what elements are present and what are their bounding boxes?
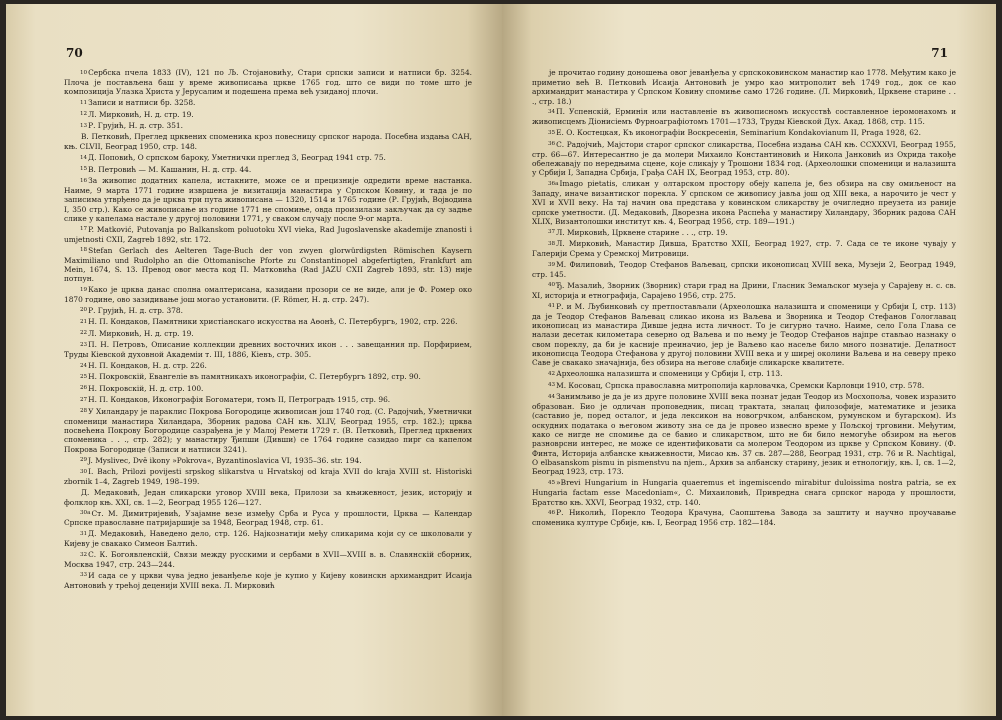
- footnote-number: 45: [548, 479, 556, 486]
- footnote-text: Stefan Gerlach des Aelteren Tage-Buch der von zwyen glorwürdigsten Römischen Kaysern Maximiliano und Rudolpho an die Ottomanische Pforte zu Constantinopel abgefertigten, Frankfurt am Mein, 1674, S. 13. Превод овог места код П. Матковића (Rad JAZU CXII Zagreb 1893, str. 13) није потпун.: [64, 245, 472, 284]
- footnote: [532, 369, 956, 379]
- footnote-text: Р. и М. Љубинковић су претпостављали (Археолошка налазишта и споменици у Србији I, стр. 113) да је Теодор Стефанов Ваљевац сликао икона из Ваљева и Зворника и Теодор Стефанов Гологлавац иконописац из манастира Дивше једна иста личност. То је сигурно тачно. Наиме, село Гола Глава се налази десетак километара северно од Ваљева и по њему је Теодор Стефанов најпре стављао назнаку о свом пореклу, да би је касније преиначио, јер је Ваљево као насеље било много познатије. Делатност иконописца Теодора Стефанова у другој половини XVIII века и у ширеј околини Ваљева и на северу преко Саве је свакако значајнија, без обзира на његове слабије сликарске квалитете.: [532, 301, 956, 368]
- footnote: [64, 165, 472, 175]
- footnote-number: 27: [80, 396, 88, 403]
- footnote: [64, 529, 472, 548]
- footnote-number: 33: [80, 572, 88, 579]
- footnote-text: Сербска пчела 1833 (IV), 121 по Љ. Стојановићу, Стари српски записи и натписи бр. 3254. Плоча је постављена баш у време живописања цркве 1765 год. што се види по томе што је композиција Улазка Христа у Јерусалим и подешена према већ узиданој плочи.: [64, 68, 472, 97]
- footnote-text: За живопис додатних капела, истакните, може се и прецизније одредити време настанка. Наиме, 9 марта 1771 године извршена је визитација манастира у Српском Ковину, и тада је по записима утврђено да је црква три пута живописана — 1320, 1514 и 1765 године (Р. Грујић, Војводина I, 350 стр.). Како се живописање из године 1771 не спомиње, овда произилази закључак да су задње слике у капелама настале у другој половини 1771, у сваком случају после 9-ог марта.: [64, 176, 472, 223]
- footnote: [532, 381, 956, 391]
- footnote-text: Н. П. Кондаков, Н. д. стр. 226.: [88, 361, 207, 371]
- footnote: [64, 246, 472, 284]
- footnote-text: Л. Мирковић, Н. д. стр. 19.: [88, 109, 194, 119]
- footnote: [64, 509, 472, 528]
- footnote-text: П. Н. Петровъ, Описание коллекции древних восточних икон . . . завещанния пр. Порфирием, Труды Кіевской духовной Академіи т. III, 1886, Кіевъ, стр. 305.: [64, 340, 472, 360]
- footnote-text: »Brevi Hungarium in Hungaria quaeremus et ingemiscendo mirabitur duloissima nostra patria, se ex Hungaria factam esse Macedoniam«, С. Михаиловић, Привредна снага српског народа у прошлости, Братство књ. XXVI, Београд 1932, стр. 140.: [532, 478, 956, 507]
- left-page: [6, 4, 502, 716]
- footnote-text: В. Петровић — М. Кашанин, Н. д. стр. 44.: [88, 164, 252, 174]
- footnote-number: 37: [548, 229, 556, 236]
- footnote: [64, 121, 472, 131]
- footnote-number: 15: [80, 166, 88, 173]
- footnote-text: Р. Грујић, Н. д. стр. 351.: [88, 121, 183, 130]
- page-number: 71: [931, 46, 948, 60]
- footnote: [532, 140, 956, 178]
- footnote-number: 13: [80, 122, 88, 129]
- footnote-number: 34: [548, 108, 556, 115]
- footnote: [532, 128, 956, 138]
- footnote-number: 17: [80, 226, 88, 233]
- footnote-number: 35: [548, 129, 556, 136]
- footnote-number: 32: [80, 551, 88, 558]
- footnote-text: П. Успенскій, Ерминія или наставленіе въ живописномъ искусствѣ составленное іеромонахомъ и живописцемъ Діонисіемъ Фурноаграфіотомъ 1701—1733, Труды Кіевской Дух. Акад. 1868, стр. 115.: [532, 107, 956, 127]
- footnote-number: 10: [80, 69, 88, 76]
- footnote-number: 43: [548, 382, 556, 389]
- footnote-text: Д. Медаковић, Наведено дело, стр. 126. Најкознатији међу сликарима који су се школовали у Кијеву је свакако Симеон Балтић.: [64, 529, 472, 549]
- footnote-text: је прочитао годину доношења овог јеванђеља у српскоковинском манастир као 1778. Међутим како је приметио већ В. Петковић Исаија Антоновић је умро као митрополит већ 1749 год., док се као архимандрит манастира у Српском Ковину спомиње само 1726 године. (Л. Мирковић, Црквене старине . . ., стр. 18.): [532, 68, 956, 106]
- footnote-text: Записи и натписи бр. 3258.: [88, 98, 196, 108]
- footnote-text: J. Myslivec, Dvě ikony »Pokrova«, Byzantinoslavica VI, 1935–36. str. 194.: [88, 455, 362, 465]
- footnote-text: Л. Мирковић, Н. д. стр. 19.: [88, 328, 194, 338]
- footnote-number: 38: [548, 240, 556, 247]
- footnote: [64, 340, 472, 359]
- footnote-number: 26: [80, 385, 88, 392]
- footnote-number: 39: [548, 261, 556, 268]
- footnote: [64, 68, 472, 97]
- footnote-text: Како је црква данас сполна омалтерисана, казидани прозори се не виде, али је Ф. Ромер око 1870 године, ово зазидивање још могао установити. (F. Römer, Н. д. стр. 247).: [64, 285, 472, 304]
- footnote: [64, 110, 472, 120]
- footnotes: [532, 68, 956, 528]
- footnote-number: 22: [80, 330, 88, 337]
- footnote: [532, 239, 956, 258]
- footnote: [64, 285, 472, 304]
- footnote-text: Д. Поповић, О српском барокy, Уметнички преглед 3, Београд 1941 стр. 75.: [88, 153, 386, 163]
- footnote-number: 42: [548, 370, 556, 377]
- footnote-text: Р. Грујић, Н. д. стр. 378.: [88, 305, 183, 315]
- footnote-number: 18: [80, 247, 88, 254]
- footnote: [64, 407, 472, 454]
- footnote: [64, 98, 472, 108]
- footnote-text: Л. Мирковић, Црквене старине . . ., стр. 19.: [556, 227, 728, 237]
- footnote: [64, 467, 472, 486]
- footnote-text: I. Bach, Prilozi povijesti srpskog slikarstva u Hrvatskoj od kraja XVII do kraja XVIII st. Historiski zbornik 1–4, Zagreb 1949, 198–199.: [64, 467, 472, 486]
- footnote-number: 19: [80, 286, 88, 293]
- footnote-number: 20: [80, 307, 88, 314]
- footnote-number: 31: [80, 530, 88, 537]
- footnote: [532, 302, 956, 368]
- footnote-number: 36: [548, 141, 556, 148]
- footnote-number: 14: [80, 154, 88, 161]
- footnote: [64, 132, 472, 151]
- book-spread: [6, 4, 996, 716]
- footnote-number: 41: [548, 303, 556, 310]
- footnote: [64, 176, 472, 223]
- footnotes: [64, 68, 472, 590]
- footnote-number: 36а: [548, 180, 559, 187]
- footnote: [64, 488, 472, 507]
- footnote-number: 11: [80, 99, 88, 106]
- footnote: [64, 306, 472, 316]
- footnote-text: Д. Медаковић, Један сликарски уговор XVIII века, Прилози за књижевност, језик, историју и фолклор књ. XXI, св. 1—2, Београд 1955 126—127.: [64, 487, 472, 507]
- footnote-text: Н. Покровскій, Н. д. стр. 100.: [88, 383, 204, 393]
- footnote-text: Н. П. Кондаков, Памятники христіанскаго искусства на Аөонѣ, С. Петербургъ, 1902, стр. 226.: [88, 317, 458, 327]
- footnote-number: 28: [80, 408, 88, 415]
- footnote: [532, 392, 956, 477]
- footnote-number: 24: [80, 362, 88, 369]
- footnote-number: 21: [80, 318, 88, 325]
- footnote: [64, 372, 472, 382]
- footnote-text: Археолошка налазишта и споменици у Србији I, стр. 113.: [556, 369, 783, 379]
- footnote: [532, 281, 956, 300]
- footnote: [532, 508, 956, 527]
- footnote: [64, 456, 472, 466]
- footnote-number: 46: [548, 509, 556, 516]
- footnote-number: 44: [548, 393, 556, 400]
- footnote: [64, 571, 472, 590]
- footnote-text: М. Косовац, Српска православна митрополија карловачка, Сремски Карловци 1910, стр. 578.: [556, 380, 925, 390]
- footnote-text: Imago pietatis, сликан у олтарском простору обеју капела је, без обзира на сву омиљеност на Западу, иначе византиског порекла. У српском се живопису јавља још од XIII века, а нарочито је чест у XVI и XVII веку. На тај начин ова представа у ковинском сликарству је очигледно преузета из раније српске уметности. (Д. Медаковић, Дворезна икона Распећа у манастиру Хиландару, Зборник радова САН XLIX, Византолошки институт књ. 4, Београд 1956, стр. 189—191.): [532, 179, 956, 227]
- footnote-number: 25: [80, 373, 88, 380]
- footnote: [64, 550, 472, 569]
- footnote-text: У Хиландару је параклис Покрова Богородице живописан још 1740 год. (С. Радојчић, Уметнички споменици манастира Хиландара, Зборник радова САН књ. XLIV, Београд 1955, стр. 182.); црква посвећена Покрову Богородице сазрађена је у Малој Ремети 1729 г. (В. Петковић, Преглед црквених споменика . . ., стр. 282); у манастиру Ђипши (Дивши) се 1764 године сазидао пирг са капелом Покрова Богородице (Записи и натписи 3241).: [64, 406, 472, 454]
- footnote-text: И сада се у цркви чува једно јеванђеље које је купио у Кијеву ковинскн архимандрит Исаија Антоновић у трећој деценији XVIII века. Л. Мирковић: [64, 570, 472, 590]
- footnote-number: 16: [80, 177, 88, 184]
- footnote-text: Р. Николић, Порекло Теодора Крачуна, Саопштења Завода за заштиту и научно проучавање споменика културе Србије, књ. I, Београд 1956 стр. 182—184.: [532, 508, 956, 528]
- footnote: [64, 361, 472, 371]
- footnote: [64, 317, 472, 327]
- footnote: [64, 384, 472, 394]
- footnote-text: P. Matković, Putovanja po Balkanskom poluotoku XVI vieka, Rad Jugoslavenske akademije znanosti i umjetnosti CXII, Zagreb 1892, str. 172.: [64, 224, 472, 244]
- footnote: [64, 395, 472, 405]
- footnote-text: В. Петковић, Преглед црквених споменика кроз повесницу српског народа. Посебна издања САН, књ. CLVII, Београд 1950, стр. 148.: [64, 132, 472, 152]
- page-number: 70: [66, 46, 83, 60]
- footnote-number: 29: [80, 457, 88, 464]
- footnote-text: Занимљиво је да је из друге половине XVIII века познат један Теодор из Мосхопоља, човек изразито образован. Био је одличан проповедник, писац трактата, зналац филозофије, математике и језика (саставио је, поред осталог, и једа лексикон на новогрчком, албанском, румунском и бугарском). Из оскудних података о његовом животу зна се да је провео извесно време у Пољској трговини. Међутим, како се нигде не спомиње да се бавио и сликарством, што не би било немогуће обзиром на његов разноврсни интерес, не може се идентификовати са молером Теодором из цркве у Српском Ковину. (Ф. Финта, Историја албанске књижевности, Мисао књ. 37 св. 287—288, Београд 1931, стр. 76 и R. Nachtigal, O elbasanskom pismu in pismenstvu na njem., Архив за албанску старину, језик и етнологију, књ. I, св. 1—2, Београд 1923, стр. 173.: [532, 392, 956, 477]
- right-page: [502, 4, 996, 716]
- footnote-text: Л. Мирковић, Манастир Дивша, Братство XXII, Београд 1927, стр. 7. Сада се те иконе чувају у Галерији Срема у Сремској Митровици.: [532, 239, 956, 259]
- footnote-number: 30а: [80, 510, 91, 517]
- footnote-text: М. Филиповић, Теодор Стефанов Ваљевац, српски иконописац XVIII века, Музеји 2, Београд 1949, стр. 145.: [532, 260, 956, 280]
- footnote-text: С. К. Богоявленскій, Связи между русскими и сербами в XVII—XVIII в. в. Славянскій сборник, Москва 1947, стр. 243—244.: [64, 550, 472, 569]
- footnote: [64, 153, 472, 163]
- footnote: [64, 225, 472, 244]
- footnote-text: С. Радојчић, Мајстори старог српског сликарства, Посебна издања САН књ. CCXXXVI, Београд 1955, стр. 66—67. Интересантно је да молери Михаило Константиновић и Никола Јанковић из Охрида такође обележавају по нередњима сцене, које сликају у Трошони 1834 год. (Археолошки споменици и налазишта у Србији I, Западна Србија, Грађа САН IX, Београд 1953, стр. 80).: [532, 139, 956, 178]
- footnote-number: 40: [548, 282, 556, 289]
- footnote: [64, 329, 472, 339]
- footnote: [532, 260, 956, 279]
- footnote-number: 23: [80, 341, 88, 348]
- footnote-number: 30: [80, 468, 88, 475]
- footnote: [532, 107, 956, 126]
- footnote: [532, 228, 956, 238]
- footnote: [532, 179, 956, 226]
- footnote: [532, 68, 956, 106]
- footnote-text: Н. П. Кондаков, Иконографія Богоматери, томъ II, Петроградъ 1915, стр. 96.: [88, 395, 391, 405]
- footnote-number: 12: [80, 111, 88, 118]
- footnote-text: Ст. М. Димитријевић, Узајамне везе између Срба и Руса у прошлости, Црква — Календар Српске православне патријаршије за 1948, Београд 1948, стр. 61.: [64, 508, 472, 528]
- footnote-text: Е. О. Костецкая, Къ иконографіи Воскресенія, Seminarium Kondakovianum II, Praga 1928, 62.: [556, 128, 921, 138]
- footnote-text: Н. Покровскій, Евангеліе въ памятникахъ иконографіи, С. Петербургъ 1892, стр. 90.: [88, 372, 421, 382]
- footnote-text: Ђ. Мазалић, Зворник (Зворник) стари град на Дрини, Гласник Земаљског музеја у Сарајеву н. с. св. XI, историја и етнографија, Сарајево 1956, стр. 275.: [532, 280, 956, 300]
- footnote: [532, 478, 956, 507]
